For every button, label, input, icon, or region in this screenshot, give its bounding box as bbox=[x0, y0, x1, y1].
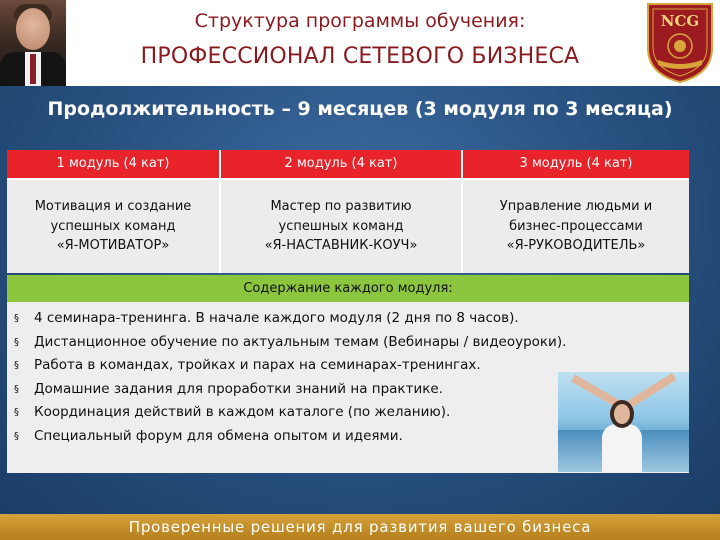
list-item-text: Работа в командах, тройках и парах на семинарах-тренингах. bbox=[34, 357, 481, 373]
bullet-icon: § bbox=[14, 430, 19, 442]
bullet-icon: § bbox=[14, 336, 19, 348]
list-item bbox=[14, 307, 684, 331]
list-item bbox=[14, 331, 684, 355]
module-1-line-1: Мотивация и создание bbox=[34, 199, 192, 215]
list-item-text: 4 семинара-тренинга. В начале каждого модуля (2 дня по 8 часов). bbox=[34, 310, 519, 326]
footer-slogan: Проверенные решения для развития вашего бизнеса bbox=[128, 518, 592, 536]
logo-text: NCG bbox=[660, 12, 700, 30]
module-3-line-1: Управление людьми и bbox=[499, 199, 653, 215]
module-2-line-2: успешных команд bbox=[278, 218, 404, 234]
list-item-text: Дистанционное обучение по актуальным темам (Вебинары / видеоуроки). bbox=[34, 333, 567, 350]
ncg-logo bbox=[644, 2, 716, 84]
modules-table bbox=[7, 150, 689, 273]
module-2-line-3: «Я-НАСТАВНИК-КОУЧ» bbox=[264, 238, 418, 254]
bullet-icon: § bbox=[14, 407, 19, 418]
presenter-photo bbox=[0, 0, 66, 86]
duration-subtitle: Продолжительность – 9 месяцев (3 модуля по 3 месяца) bbox=[47, 98, 673, 120]
module-1-line-3: «Я-МОТИВАТОР» bbox=[56, 238, 170, 254]
module-1-line-2: успешных команд bbox=[50, 218, 176, 234]
bullet-icon: § bbox=[14, 383, 19, 395]
module-content-header: Содержание каждого модуля: bbox=[7, 275, 689, 302]
module-3-header: 3 модуль (4 кат) bbox=[463, 150, 689, 178]
title-line-2: ПРОФЕССИОНАЛ СЕТЕВОГО БИЗНЕСА bbox=[140, 44, 580, 69]
module-2-line-1: Мастер по развитию bbox=[270, 199, 412, 215]
list-item-text: Специальный форум для обмена опытом и идеями. bbox=[34, 427, 403, 444]
woman-photo bbox=[558, 372, 689, 472]
module-2-header: 2 модуль (4 кат) bbox=[221, 150, 461, 178]
title-line-1: Структура программы обучения: bbox=[194, 10, 526, 32]
bullet-icon: § bbox=[14, 360, 19, 371]
module-2-description bbox=[221, 180, 461, 273]
module-3-line-3: «Я-РУКОВОДИТЕЛЬ» bbox=[506, 238, 646, 254]
module-1-description bbox=[7, 180, 219, 273]
column-divider bbox=[219, 150, 221, 273]
list-item-text: Координация действий в каждом каталоге (по желанию). bbox=[34, 404, 451, 420]
module-1-header: 1 модуль (4 кат) bbox=[7, 150, 219, 178]
column-divider bbox=[461, 150, 463, 273]
module-3-line-2: бизнес-процессами bbox=[509, 218, 643, 234]
list-item-text: Домашние задания для проработки знаний на практике. bbox=[34, 380, 443, 397]
bullet-icon: § bbox=[14, 313, 19, 324]
module-3-description bbox=[463, 180, 689, 273]
